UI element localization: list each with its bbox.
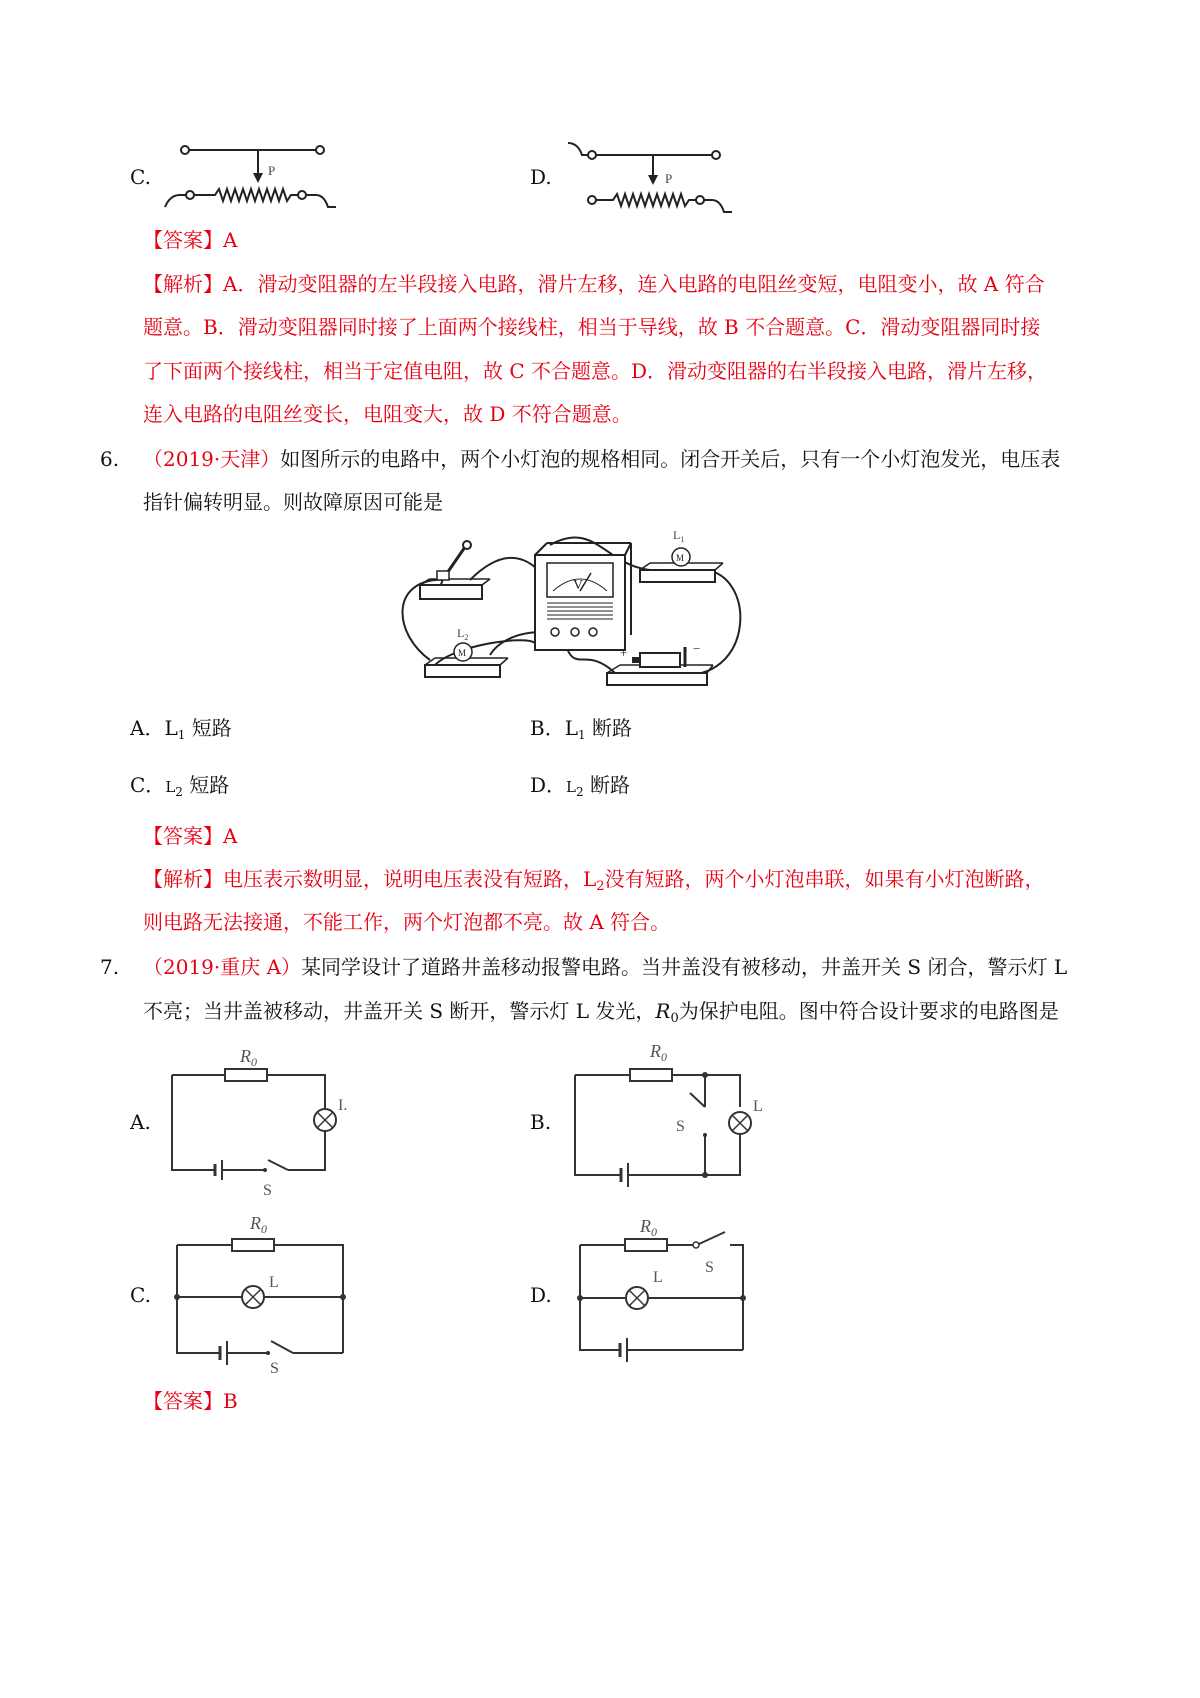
q6-option-c: C．$L_2$ 短路 bbox=[130, 773, 230, 799]
q5-analysis-line-2: 题意。B．滑动变阻器同时接了上面两个接线柱，相当于导线，故 B 不合题意。C．滑动变阻器同时接 bbox=[143, 315, 1041, 339]
analysis-tag: 【解析】 bbox=[143, 272, 223, 296]
q7-option-a-label: A. bbox=[130, 1110, 151, 1134]
answer-tag: 【答案】 bbox=[143, 1389, 223, 1413]
q6-source: （2019·天津） bbox=[143, 447, 281, 471]
option-label: D． bbox=[530, 773, 567, 797]
answer-tag: 【答案】 bbox=[143, 824, 223, 848]
q7-option-c-label: C. bbox=[130, 1283, 151, 1307]
svg-text:S: S bbox=[263, 1182, 272, 1199]
q6-circuit-figure bbox=[395, 525, 755, 705]
q6-minus-label: − bbox=[693, 641, 701, 656]
q5-analysis-line-4: 连入电路的电阻丝变长，电阻变大，故 D 不符合题意。 bbox=[143, 402, 632, 426]
q5-option-c-figure bbox=[160, 135, 360, 215]
svg-text:R0: $R_0$ bbox=[650, 1041, 667, 1064]
analysis-tag: 【解析】 bbox=[143, 867, 223, 891]
q6-number: 6. bbox=[100, 447, 120, 471]
option-label: A． bbox=[130, 716, 165, 740]
q7-option-d-circuit bbox=[565, 1210, 765, 1370]
svg-text:M: M bbox=[676, 553, 685, 563]
answer-value: A bbox=[223, 228, 238, 252]
option-label: C． bbox=[130, 773, 166, 797]
q6-lamp1-label: $L_1$ bbox=[673, 528, 685, 544]
q5-analysis-line-1: 【解析】A．滑动变阻器的左半段接入电路，滑片左移，连入电路的电阻丝变短，电阻变小，故 A 符合 bbox=[143, 272, 1045, 296]
q7-stem-line-1: （2019·重庆 A）某同学设计了道路井盖移动报警电路。当井盖没有被移动，井盖开关 S 闭合，警示灯 L bbox=[143, 955, 1068, 979]
svg-text:R0: $R_0$ bbox=[640, 1216, 657, 1239]
q7-source: （2019·重庆 A） bbox=[143, 955, 302, 979]
q6-option-a: A．$L_1$ 短路 bbox=[130, 716, 232, 742]
svg-text:S: S bbox=[270, 1360, 279, 1375]
svg-text:M: M bbox=[458, 648, 467, 658]
q5-option-d-label: D. bbox=[530, 165, 552, 189]
q5-option-d-figure bbox=[565, 135, 755, 220]
q5-answer bbox=[143, 219, 1103, 262]
q7-option-d-label: D. bbox=[530, 1283, 552, 1307]
q6-option-d: D．$L_2$ 断路 bbox=[530, 773, 631, 799]
q6-stem-line-2: 指针偏转明显。则故障原因可能是 bbox=[143, 490, 443, 514]
answer-value: A bbox=[223, 824, 238, 848]
answer-tag: 【答案】 bbox=[143, 228, 223, 252]
q7-number: 7. bbox=[100, 955, 120, 979]
q6-plus-label: + bbox=[620, 645, 628, 660]
q5-d-slider-label: P bbox=[665, 171, 673, 186]
q6-stem-line-1: （2019·天津）如图所示的电路中，两个小灯泡的规格相同。闭合开关后，只有一个小灯泡发光，电压表 bbox=[143, 447, 1061, 471]
svg-text:L: L bbox=[269, 1274, 279, 1291]
q7-option-a-circuit bbox=[160, 1040, 360, 1200]
q6-lamp2-label: $L_2$ bbox=[457, 626, 469, 642]
answer-value: B bbox=[223, 1389, 238, 1413]
svg-text:L: L bbox=[753, 1098, 763, 1115]
svg-text:S: S bbox=[676, 1118, 685, 1135]
svg-text:I.: I. bbox=[338, 1097, 348, 1114]
q7-stem-line-2: 不亮；当井盖被移动，井盖开关 S 断开，警示灯 L 发光，$R_0$为保护电阻。图中符合设计要求的电路图是 bbox=[143, 999, 1059, 1026]
q7-option-b-circuit bbox=[560, 1035, 790, 1205]
q6-option-b: B．$L_1$ 断路 bbox=[530, 716, 632, 742]
q5-option-c-label: C. bbox=[130, 165, 151, 189]
svg-text:R0: $R_0$ bbox=[250, 1213, 267, 1236]
q7-answer bbox=[143, 1380, 1103, 1423]
option-label: B． bbox=[530, 716, 565, 740]
q6-analysis-line-1: 【解析】电压表示数明显，说明电压表没有短路，$L_2$没有短路，两个小灯泡串联，如果有小灯泡断路， bbox=[143, 867, 1045, 894]
svg-text:L: L bbox=[653, 1269, 663, 1286]
q6-analysis-line-2: 则电路无法接通，不能工作，两个灯泡都不亮。故 A 符合。 bbox=[143, 910, 671, 934]
q5-c-slider-label: P bbox=[268, 163, 276, 178]
q5-analysis-line-3: 了下面两个接线柱，相当于定值电阻，故 C 不合题意。D．滑动变阻器的右半段接入电路，滑片左移， bbox=[143, 359, 1048, 383]
svg-text:S: S bbox=[705, 1259, 714, 1276]
q6-answer bbox=[143, 815, 1103, 858]
q6-meter-label: V bbox=[573, 578, 584, 593]
svg-text:R0: $R_0$ bbox=[240, 1046, 257, 1069]
q7-option-c-circuit bbox=[165, 1205, 365, 1375]
q7-option-b-label: B. bbox=[530, 1110, 552, 1134]
